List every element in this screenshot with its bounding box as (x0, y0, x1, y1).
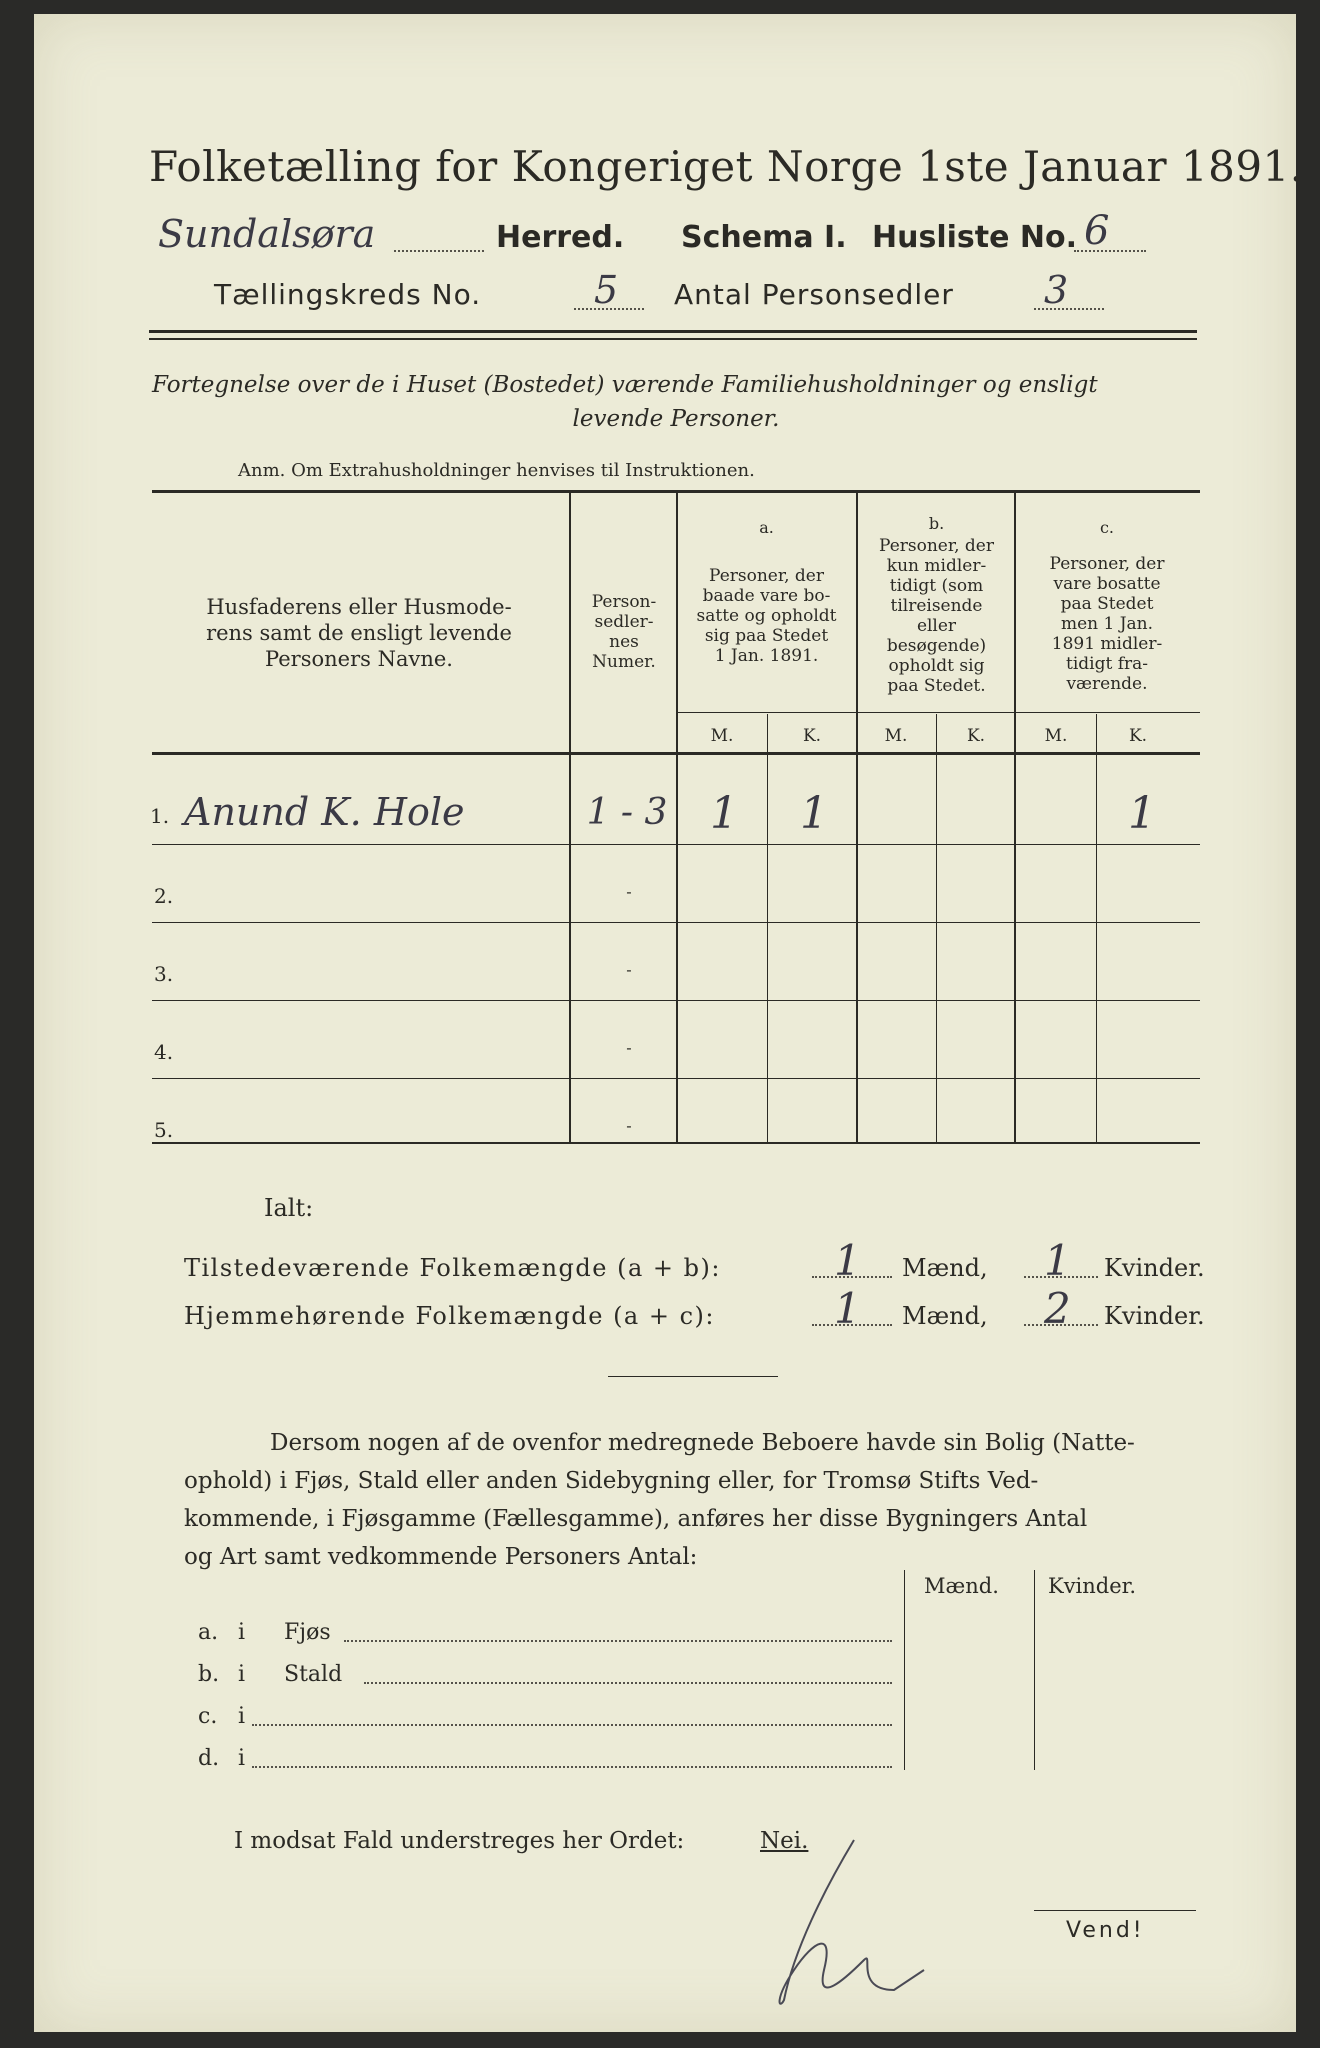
vline-num (676, 492, 678, 1144)
section-divider (608, 1376, 778, 1377)
b-k-label: K. (966, 726, 986, 746)
row-1-a-k: 1 (800, 788, 828, 839)
tilstede-kvinder-value: 1 (1044, 1236, 1071, 1285)
vline-b (1014, 492, 1016, 1144)
row-4-number: 4. (154, 1040, 174, 1064)
col-a-letter: a. (759, 518, 774, 537)
vline-a (856, 492, 858, 1144)
vline-c-mk (1096, 714, 1097, 1144)
hjemme-maend-value: 1 (834, 1284, 861, 1333)
kreds-dotted-line (574, 308, 644, 310)
husliste-dotted-line (1074, 250, 1146, 252)
buildings-kvinder-header: Kvinder. (1048, 1574, 1137, 1598)
personsedler-dotted-line (1034, 308, 1104, 310)
row-2-number: 2. (154, 884, 174, 908)
tilstede-kvinder-label: Kvinder. (1104, 1254, 1205, 1282)
buildings-vline-1 (904, 1570, 905, 1770)
hjemme-kvinder-value: 2 (1044, 1284, 1071, 1333)
header-rule-thick (149, 330, 1197, 333)
row-1-c-k: 1 (1128, 788, 1156, 839)
row-1-sedler: 1 - 3 (586, 792, 668, 833)
building-row-c-i: i (238, 1704, 246, 1729)
signature-scribble (754, 1830, 954, 2020)
personsedler-value: 3 (1044, 268, 1069, 312)
col-b-header: Personer, der kun midler- tidigt (som tilreisende eller besøgende) opholdt sig paa Stedet. (879, 536, 994, 696)
hjemme-maend-line (812, 1324, 892, 1326)
herred-value: Sundalsøra (158, 212, 376, 256)
building-row-b-letter: b. (198, 1662, 220, 1687)
intro-line-2: levende Personer. (572, 406, 780, 432)
husliste-value: 6 (1084, 208, 1110, 254)
tilstede-maend-value: 1 (834, 1236, 861, 1285)
row-4-sedler: - (626, 1038, 632, 1057)
col-c-header: Personer, der vare bosatte paa Stedet men 1 Jan. 1891 midler- tidigt fra- værende. (1049, 554, 1165, 694)
tilstede-maend-label: Mænd, (902, 1254, 988, 1282)
building-row-b-i: i (238, 1662, 246, 1687)
husliste-label: Husliste No. (872, 220, 1077, 255)
col-a-header: Personer, der baade vare bo- satte og opholdt sig paa Stedet 1 Jan. 1891. (696, 566, 837, 666)
ialt-label: Ialt: (264, 1194, 314, 1222)
modsat-text: I modsat Fald understreges her Ordet: (234, 1828, 685, 1854)
row-1-a-m: 1 (710, 788, 738, 839)
building-row-b-line (364, 1682, 892, 1684)
col-c-letter: c. (1099, 518, 1115, 537)
hjemme-kvinder-label: Kvinder. (1104, 1302, 1205, 1330)
building-row-a-letter: a. (198, 1620, 219, 1645)
col-b-letter: b. (928, 514, 945, 533)
col-name-header: Husfaderens eller Husmode- rens samt de ensligt levende Personers Navne. (206, 595, 512, 671)
tilstede-maend-line (812, 1276, 892, 1278)
col-num-header: Person- sedler- nes Numer. (591, 592, 657, 672)
census-form-page (34, 14, 1304, 2032)
building-row-c-line (252, 1724, 892, 1726)
row-5-sedler: - (626, 1116, 632, 1135)
row-3-number: 3. (154, 962, 174, 986)
vend-label: Vend! (1066, 1918, 1145, 1943)
vline-a-mk (767, 714, 768, 1144)
row-2-sedler: - (626, 882, 632, 901)
buildings-maend-header: Mænd. (924, 1574, 999, 1598)
header-rule-thin (149, 338, 1197, 340)
nei-word: Nei. (760, 1828, 809, 1854)
intro-line-1: Fortegnelse over de i Huset (Bostedet) værende Familiehusholdninger og ensligt (152, 372, 1098, 398)
vline-name (569, 492, 571, 1144)
form-title: Folketælling for Kongeriget Norge 1ste Januar 1891. (149, 142, 1304, 191)
hjemme-kvinder-line (1024, 1324, 1098, 1326)
hjemme-label: Hjemmehørende Folkemængde (a + c): (184, 1302, 715, 1330)
buildings-paragraph: Dersom nogen af de ovenfor medregnede Beboere havde sin Bolig (Natte- ophold) i Fjøs, Stald eller anden Sidebygning eller, for Tromsø Stifts Ved- kommende, i Fjøsgamme (Fællesgamme), anføres her disse Bygningers Antal og Art samt vedkommende Personers Antal: (184, 1430, 1135, 1570)
row-rule-4 (152, 1078, 1200, 1079)
vline-b-mk (936, 714, 937, 1144)
row-rule-3 (152, 1000, 1200, 1001)
building-row-c-letter: c. (198, 1704, 218, 1729)
b-m-label: M. (884, 726, 908, 746)
vend-rule (1034, 1910, 1196, 1911)
c-k-label: K. (1128, 726, 1148, 746)
a-m-label: M. (710, 726, 734, 746)
building-row-b-label: Stald (284, 1662, 343, 1687)
herred-dotted-line (394, 250, 484, 252)
building-row-d-i: i (238, 1746, 246, 1771)
row-5-number: 5. (154, 1118, 174, 1142)
c-m-label: M. (1044, 726, 1068, 746)
row-1-number: 1. (150, 804, 170, 828)
row-3-sedler: - (626, 960, 632, 979)
building-row-a-i: i (238, 1620, 246, 1645)
building-row-a-line (344, 1640, 892, 1642)
personsedler-label: Antal Personsedler (674, 278, 954, 311)
tilstede-label: Tilstedeværende Folkemængde (a + b): (184, 1254, 721, 1282)
building-row-d-letter: d. (198, 1746, 220, 1771)
kreds-value: 5 (594, 268, 619, 312)
anm-note: Anm. Om Extrahusholdninger henvises til Instruktionen. (238, 460, 755, 481)
buildings-vline-2 (1034, 1570, 1035, 1770)
herred-label: Herred. (496, 220, 625, 255)
hjemme-maend-label: Mænd, (902, 1302, 988, 1330)
schema-label: Schema I. (681, 220, 847, 255)
building-row-a-label: Fjøs (284, 1620, 331, 1645)
kreds-label: Tællingskreds No. (214, 278, 482, 311)
row-1-name: Anund K. Hole (184, 790, 465, 834)
tilstede-kvinder-line (1024, 1276, 1098, 1278)
a-k-label: K. (802, 726, 822, 746)
building-row-d-line (252, 1766, 892, 1768)
mk-top-rule (676, 712, 1200, 713)
row-rule-2 (152, 922, 1200, 923)
row-rule-1 (152, 844, 1200, 845)
